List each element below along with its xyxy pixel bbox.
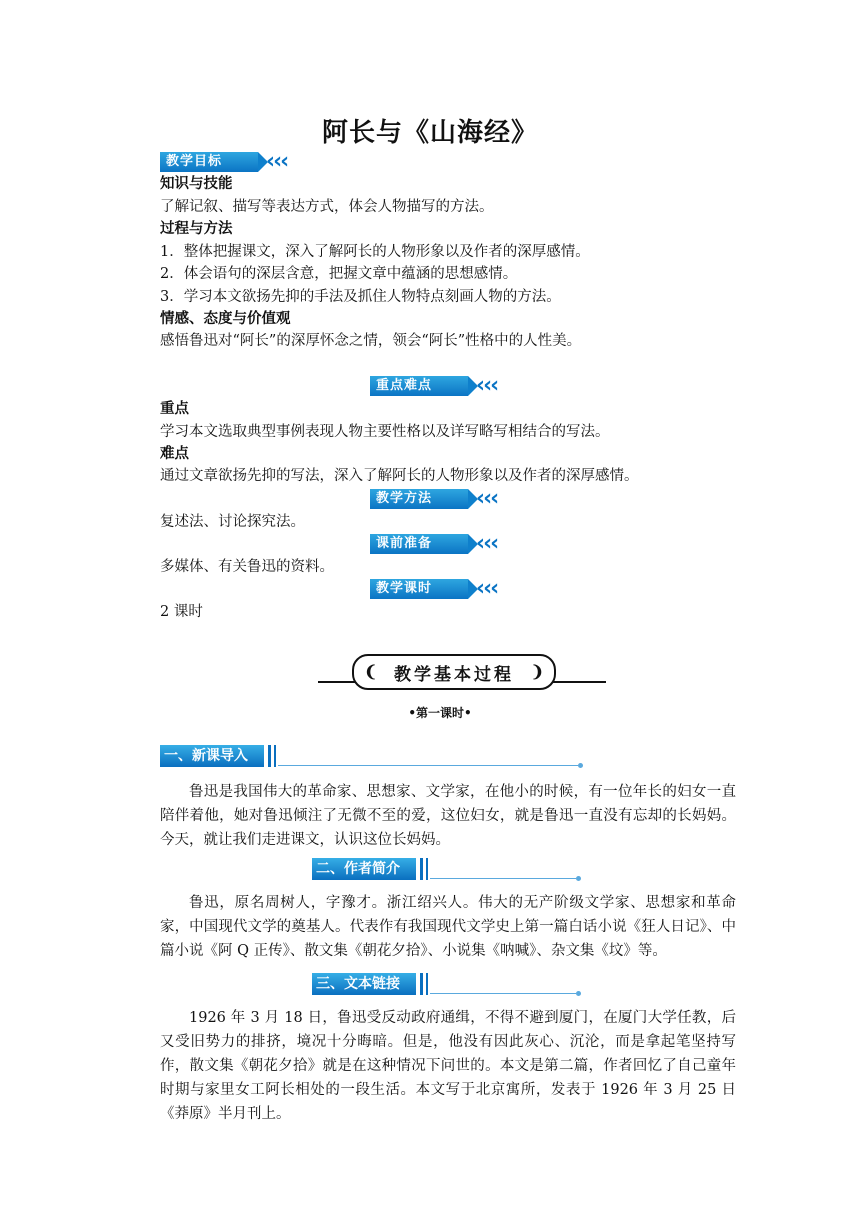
divider	[426, 858, 428, 880]
intro-paragraph: 鲁迅是我国伟大的革命家、思想家、文学家，在他小的时候，有一位年长的妇女一直陪伴着他，她对鲁迅倾注了无微不至的爱，这位妇女，就是鲁迅一直没有忘却的长妈妈。今天，就让我们走进课文，认识这位长妈妈。	[160, 784, 736, 848]
process-banner	[352, 654, 556, 690]
key-heading: 重点	[160, 401, 189, 417]
method-text: 复述法、讨论探究法。	[160, 514, 305, 530]
divider	[420, 858, 423, 880]
section-label: 二、作者简介	[312, 858, 416, 880]
difficulty-text: 通过文章欲扬先抑的写法，深入了解阿长的人物形象以及作者的深厚感情。	[160, 468, 639, 484]
section-new-lesson	[160, 745, 600, 767]
lesson-title: 第一课时	[415, 706, 464, 720]
section-rule	[278, 765, 578, 766]
rule-dot	[578, 763, 583, 768]
section-author	[312, 858, 592, 880]
tag-label: 重点难点	[370, 376, 468, 396]
goals-text-knowledge: 了解记叙、描写等表达方式，体会人物描写的方法。	[160, 199, 494, 215]
author-paragraph: 鲁迅，原名周树人，字豫才。浙江绍兴人。伟大的无产阶级文学家、思想家和革命家，中国现代文学的奠基人。代表作有我国现代文学史上第一篇白话小说《狂人日记》、中篇小说《阿 Q 正传》、散文集《朝花夕拾》、小说集《呐喊》、杂文集《坟》等。	[160, 895, 736, 959]
ornament-icon: ❨	[364, 662, 378, 681]
chevrons-icon: ‹‹‹	[476, 486, 498, 511]
goals-heading-knowledge: 知识与技能	[160, 176, 233, 192]
prep-text: 多媒体、有关鲁迅的资料。	[160, 559, 334, 575]
text-link-paragraph: 1926 年 3 月 18 日，鲁迅受反动政府通缉，不得不避到厦门，在厦门大学任教，后又受旧势力的排挤，境况十分晦暗。但是，他没有因此灰心、沉沦，而是拿起笔坚持写作，散文集《朝花夕拾》就是在这种情况下问世的。本文是第二篇，作者回忆了自己童年时期与家里女工阿长相处的一段生活。本文写于北京寓所，发表于 1926 年 3 月 25 日《莽原》半月刊上。	[160, 1010, 736, 1122]
rule-dot	[576, 876, 581, 881]
page-title: 阿长与《山海经》	[321, 118, 538, 148]
section-label: 一、新课导入	[160, 745, 264, 767]
divider	[274, 745, 276, 767]
rule-dot	[576, 991, 581, 996]
key-text: 学习本文选取典型事例表现人物主要性格以及详写略写相结合的写法。	[160, 424, 610, 440]
chevrons-icon: ‹‹‹	[266, 149, 288, 174]
tag-label: 教学方法	[370, 489, 468, 509]
chevrons-icon: ‹‹‹	[476, 373, 498, 398]
section-text-link	[312, 973, 592, 995]
goals-item-3: 3．学习本文欲扬先抑的手法及抓住人物特点刻画人物的方法。	[160, 289, 561, 305]
chevrons-icon: ‹‹‹	[476, 531, 498, 556]
section-label: 三、文本链接	[312, 973, 416, 995]
tag-label: 教学目标	[160, 152, 258, 172]
tag-label: 课前准备	[370, 534, 468, 554]
lesson-label: •第一课时•	[408, 706, 472, 720]
difficulty-heading: 难点	[160, 446, 189, 462]
goals-heading-attitude: 情感、态度与价值观	[160, 311, 291, 327]
section-rule	[430, 878, 576, 879]
chevrons-icon: ‹‹‹	[476, 576, 498, 601]
banner-title: 教学基本过程	[394, 665, 514, 685]
divider	[268, 745, 271, 767]
goals-item-2: 2．体会语句的深层含意，把握文章中蕴涵的思想感情。	[160, 266, 518, 282]
section-rule	[430, 993, 576, 994]
goals-text-attitude: 感悟鲁迅对“阿长”的深厚怀念之情，领会“阿长”性格中的人性美。	[160, 333, 582, 349]
hours-text: 2 课时	[160, 604, 203, 620]
goals-heading-process: 过程与方法	[160, 221, 233, 237]
divider	[420, 973, 423, 995]
goals-item-1: 1．整体把握课文，深入了解阿长的人物形象以及作者的深厚感情。	[160, 244, 590, 260]
tag-label: 教学课时	[370, 579, 468, 599]
ornament-icon: ❩	[530, 662, 544, 681]
divider	[426, 973, 428, 995]
